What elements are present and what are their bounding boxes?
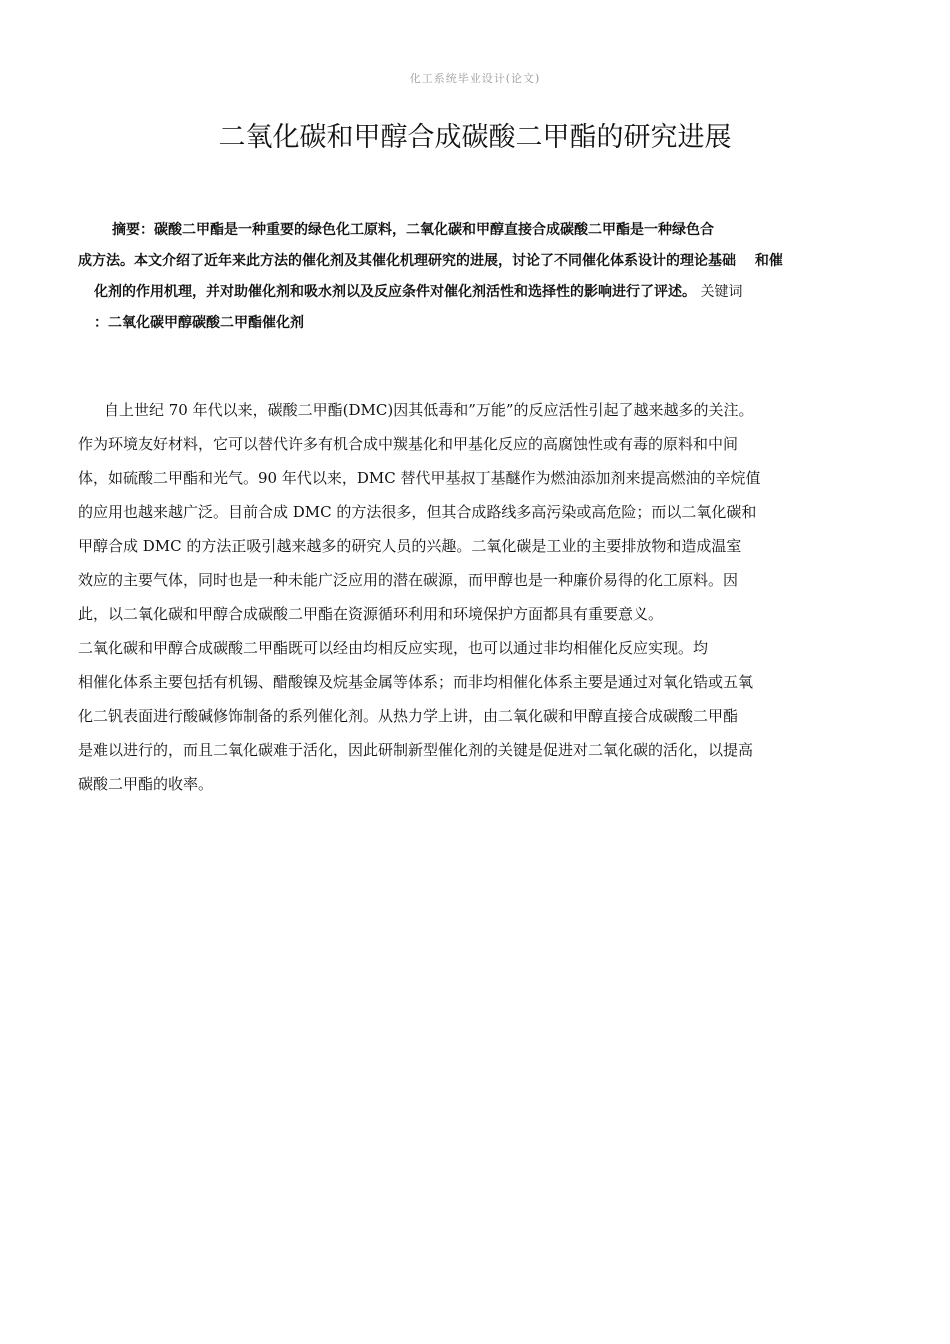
keywords-label: 关键词 [696, 284, 743, 300]
abstract-line: 成方法。本文介绍了近年来此方法的催化剂及其催化机理研究的进展，讨论了不同催化体系设计的理论基础 和催 [78, 253, 783, 269]
paragraph-line: 甲醇合成 DMC 的方法正吸引越来越多的研究人员的兴趣。二氧化碳是工业的主要排放物和造成温室 [78, 537, 742, 555]
paragraph-line: 二氧化碳和甲醇合成碳酸二甲酯既可以经由均相反应实现，也可以通过非均相催化反应实现。均 [78, 639, 709, 657]
paragraph-line: 体，如硫酸二甲酯和光气。90 年代以来，DMC 替代甲基叔丁基醚作为燃油添加剂来提高燃油的辛烷值 [78, 469, 761, 487]
paragraph-line: 化二钒表面进行酸碱修饰制备的系列催化剂。从热力学上讲，由二氧化碳和甲醇直接合成碳酸二甲酯 [78, 707, 739, 725]
paragraph-line: 是难以进行的，而且二氧化碳难于活化，因此研制新型催化剂的关键是促进对二氧化碳的活化，以提高 [78, 741, 754, 759]
abstract-line: 摘要：碳酸二甲酯是一种重要的绿色化工原料，二氧化碳和甲醇直接合成碳酸二甲酯是一种绿色合 [112, 222, 714, 238]
paragraph-line: 碳酸二甲酯的收率。 [78, 775, 214, 793]
paragraph-line: 此，以二氧化碳和甲醇合成碳酸二甲酯在资源循环利用和环境保护方面都具有重要意义。 [78, 605, 664, 623]
paragraph-line: 作为环境友好材料，它可以替代许多有机合成中羰基化和甲基化反应的高腐蚀性或有毒的原料和中间 [78, 435, 739, 453]
paragraph-line: 的应用也越来越广泛。目前合成 DMC 的方法很多，但其合成路线多高污染或高危险；而以二氧化碳和 [78, 503, 757, 521]
page-header: 化工系统毕业设计(论文) [409, 72, 541, 84]
paragraph-line: 效应的主要气体，同时也是一种未能广泛应用的潜在碳源，而甲醇也是一种廉价易得的化工原料。因 [78, 571, 739, 589]
abstract-section [78, 215, 868, 339]
abstract-line-text: 化剂的作用机理，并对助催化剂和吸水剂以及反应条件对催化剂活性和选择性的影响进行了评述。 [94, 284, 696, 300]
paragraph-line: 自上世纪 70 年代以来，碳酸二甲酯(DMC)因其低毒和”万能”的反应活性引起了越来越多的关注。 [104, 401, 754, 419]
abstract-line [78, 277, 868, 308]
document-title: 二氧化碳和甲醇合成碳酸二甲酯的研究进展 [218, 122, 732, 153]
keywords-line: ：二氧化碳甲醇碳酸二甲酯催化剂 [94, 315, 304, 331]
body-text [78, 393, 868, 801]
paragraph-line: 相催化体系主要包括有机锡、醋酸镍及烷基金属等体系；而非均相催化体系主要是通过对氧化锆或五氧 [78, 673, 754, 691]
